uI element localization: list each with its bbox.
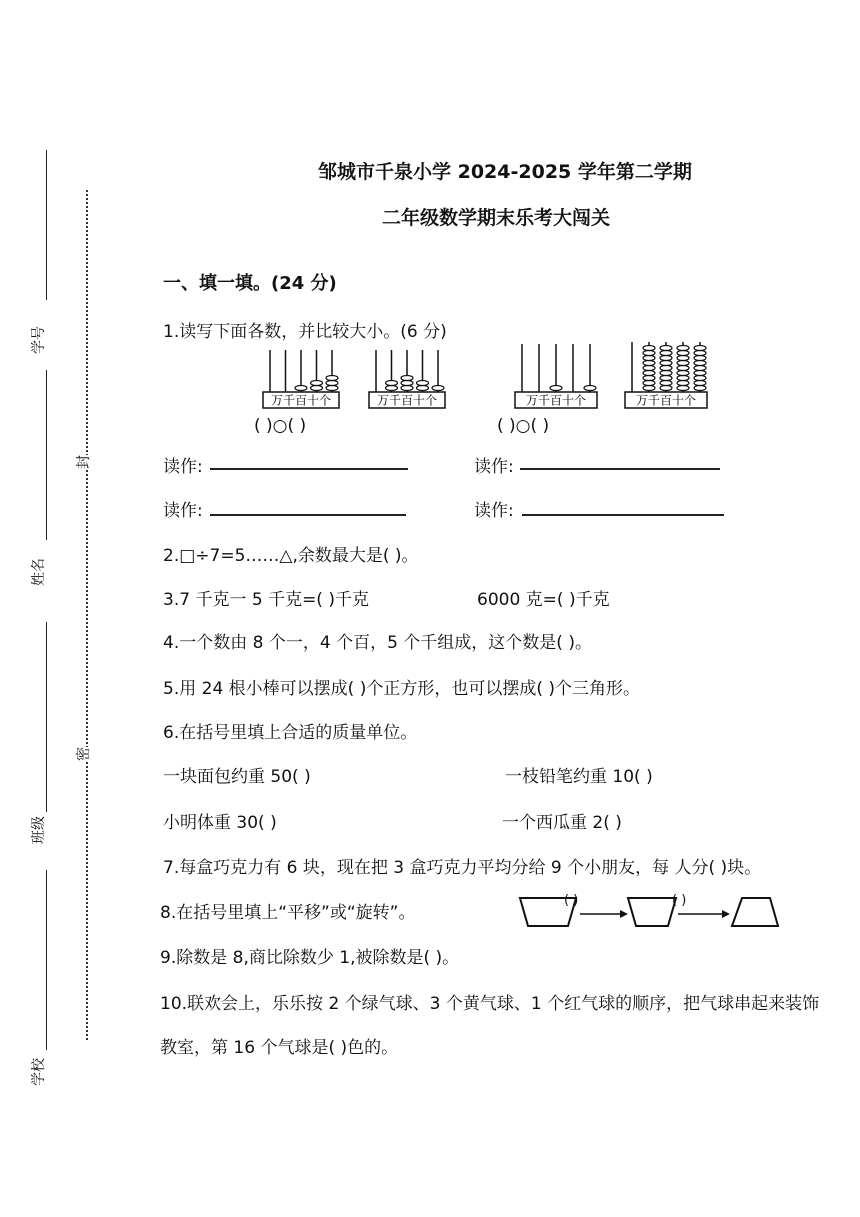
question-10-line-1: 10.联欢会上，乐乐按 2 个绿气球、3 个黄气球、1 个红气球的顺序，把气球串起来装饰 bbox=[160, 994, 820, 1014]
abacus-bead bbox=[386, 381, 398, 386]
binding-line-4 bbox=[46, 870, 47, 1050]
abacus-bead bbox=[417, 381, 429, 386]
abacus-bead bbox=[660, 376, 672, 381]
abacus-bead bbox=[677, 366, 689, 371]
exam-title: 邹城市千泉小学 2024-2025 学年第二学期 bbox=[318, 161, 692, 183]
abacus-bead bbox=[417, 386, 429, 391]
abacus-bead bbox=[677, 386, 689, 391]
abacus-1 bbox=[262, 348, 340, 410]
abacus-bead bbox=[295, 386, 307, 391]
read-line-4[interactable] bbox=[522, 514, 724, 516]
read-line-3[interactable] bbox=[210, 514, 406, 516]
abacus-bead bbox=[660, 346, 672, 351]
binding-line-2 bbox=[46, 370, 47, 540]
abacus-bead bbox=[660, 386, 672, 391]
question-1: 1.读写下面各数，并比较大小。(6 分) bbox=[163, 322, 447, 342]
abacus-bead bbox=[694, 381, 706, 386]
abacus-bead bbox=[660, 351, 672, 356]
abacus-bead bbox=[677, 346, 689, 351]
abacus-bead bbox=[694, 346, 706, 351]
abacus-bead bbox=[386, 386, 398, 391]
read-label-2: 读作: bbox=[474, 457, 514, 477]
abacus-bead bbox=[401, 376, 413, 381]
transform-blank-1[interactable]: ( ) bbox=[564, 893, 579, 908]
abacus-place-label: 万千百十个 bbox=[270, 393, 332, 408]
abacus-bead bbox=[660, 356, 672, 361]
question-9: 9.除数是 8,商比除数少 1,被除数是( )。 bbox=[160, 948, 460, 968]
abacus-bead bbox=[677, 351, 689, 356]
transform-blank-2[interactable]: ( ) bbox=[672, 893, 687, 908]
binding-line-3 bbox=[46, 622, 47, 812]
abacus-bead bbox=[643, 351, 655, 356]
abacus-place-label: 万千百十个 bbox=[635, 393, 697, 408]
abacus-bead bbox=[326, 376, 338, 381]
abacus-bead bbox=[694, 361, 706, 366]
question-6-c: 小明体重 30( ) bbox=[163, 813, 277, 833]
question-3-part-1: 3.7 千克一 5 千克=( )千克 bbox=[163, 590, 369, 610]
abacus-bead bbox=[694, 386, 706, 391]
abacus-place-label: 万千百十个 bbox=[525, 393, 587, 408]
exam-subtitle: 二年级数学期末乐考大闯关 bbox=[382, 207, 611, 229]
read-line-2[interactable] bbox=[520, 468, 720, 470]
trapezoid-transform-figure bbox=[516, 892, 782, 932]
name-label: 姓名 bbox=[31, 558, 47, 586]
seal-dotted-line bbox=[86, 190, 88, 1040]
secret-mark: 密 bbox=[73, 747, 93, 761]
abacus-bead bbox=[660, 371, 672, 376]
arrow-head-2 bbox=[722, 910, 730, 918]
school-label: 学校 bbox=[31, 1058, 47, 1086]
trapezoid-2 bbox=[628, 898, 676, 926]
student-id-label: 学号 bbox=[31, 326, 47, 354]
abacus-bead bbox=[311, 381, 323, 386]
question-5: 5.用 24 根小棒可以摆成( )个正方形，也可以摆成( )个三角形。 bbox=[163, 679, 640, 699]
abacus-bead bbox=[694, 366, 706, 371]
arrow-head-1 bbox=[620, 910, 628, 918]
question-3-part-2: 6000 克=( )千克 bbox=[477, 590, 610, 610]
binding-line-top bbox=[46, 150, 47, 300]
abacus-bead bbox=[643, 371, 655, 376]
question-6-b: 一枝铅笔约重 10( ) bbox=[505, 767, 653, 787]
abacus-bead bbox=[584, 386, 596, 391]
abacus-bead bbox=[660, 361, 672, 366]
abacus-4 bbox=[624, 340, 708, 410]
abacus-bead bbox=[643, 356, 655, 361]
abacus-bead bbox=[643, 361, 655, 366]
abacus-3 bbox=[514, 342, 598, 410]
abacus-bead bbox=[694, 356, 706, 361]
abacus-bead bbox=[677, 381, 689, 386]
abacus-bead bbox=[660, 366, 672, 371]
abacus-bead bbox=[677, 361, 689, 366]
abacus-bead bbox=[643, 381, 655, 386]
abacus-bead bbox=[432, 386, 444, 391]
abacus-bead bbox=[401, 381, 413, 386]
read-label-1: 读作: bbox=[163, 457, 203, 477]
compare-blank-right[interactable]: ( )○( ) bbox=[497, 416, 550, 436]
section-heading: 一、填一填。(24 分) bbox=[163, 273, 337, 294]
abacus-bead bbox=[550, 386, 562, 391]
abacus-bead bbox=[401, 386, 413, 391]
abacus-bead bbox=[694, 351, 706, 356]
abacus-bead bbox=[677, 356, 689, 361]
abacus-2 bbox=[368, 348, 446, 410]
abacus-place-label: 万千百十个 bbox=[376, 393, 438, 408]
abacus-bead bbox=[643, 366, 655, 371]
question-2: 2.□÷7=5……△,余数最大是( )。 bbox=[163, 546, 419, 566]
abacus-bead bbox=[326, 381, 338, 386]
abacus-bead bbox=[311, 386, 323, 391]
abacus-bead bbox=[694, 376, 706, 381]
compare-blank-left[interactable]: ( )○( ) bbox=[254, 416, 307, 436]
abacus-bead bbox=[677, 371, 689, 376]
abacus-bead bbox=[326, 386, 338, 391]
abacus-bead bbox=[677, 376, 689, 381]
abacus-bead bbox=[643, 346, 655, 351]
question-4: 4.一个数由 8 个一，4 个百，5 个千组成，这个数是( )。 bbox=[163, 633, 592, 653]
read-line-1[interactable] bbox=[210, 468, 408, 470]
question-10-line-2: 教室，第 16 个气球是( )色的。 bbox=[160, 1038, 399, 1058]
abacus-bead bbox=[660, 381, 672, 386]
abacus-bead bbox=[643, 386, 655, 391]
question-7: 7.每盒巧克力有 6 块，现在把 3 盒巧克力平均分给 9 个小朋友，每 人分( )块。 bbox=[163, 858, 762, 878]
question-6: 6.在括号里填上合适的质量单位。 bbox=[163, 723, 418, 743]
class-label: 班级 bbox=[31, 816, 47, 844]
question-8: 8.在括号里填上“平移”或“旋转”。 bbox=[160, 903, 416, 923]
abacus-bead bbox=[694, 371, 706, 376]
trapezoid-3 bbox=[732, 898, 778, 926]
read-label-3: 读作: bbox=[163, 501, 203, 521]
abacus-bead bbox=[643, 376, 655, 381]
read-label-4: 读作: bbox=[474, 501, 514, 521]
question-6-d: 一个西瓜重 2( ) bbox=[502, 813, 622, 833]
question-6-a: 一块面包约重 50( ) bbox=[163, 767, 311, 787]
seal-mark: 封 bbox=[73, 455, 93, 469]
